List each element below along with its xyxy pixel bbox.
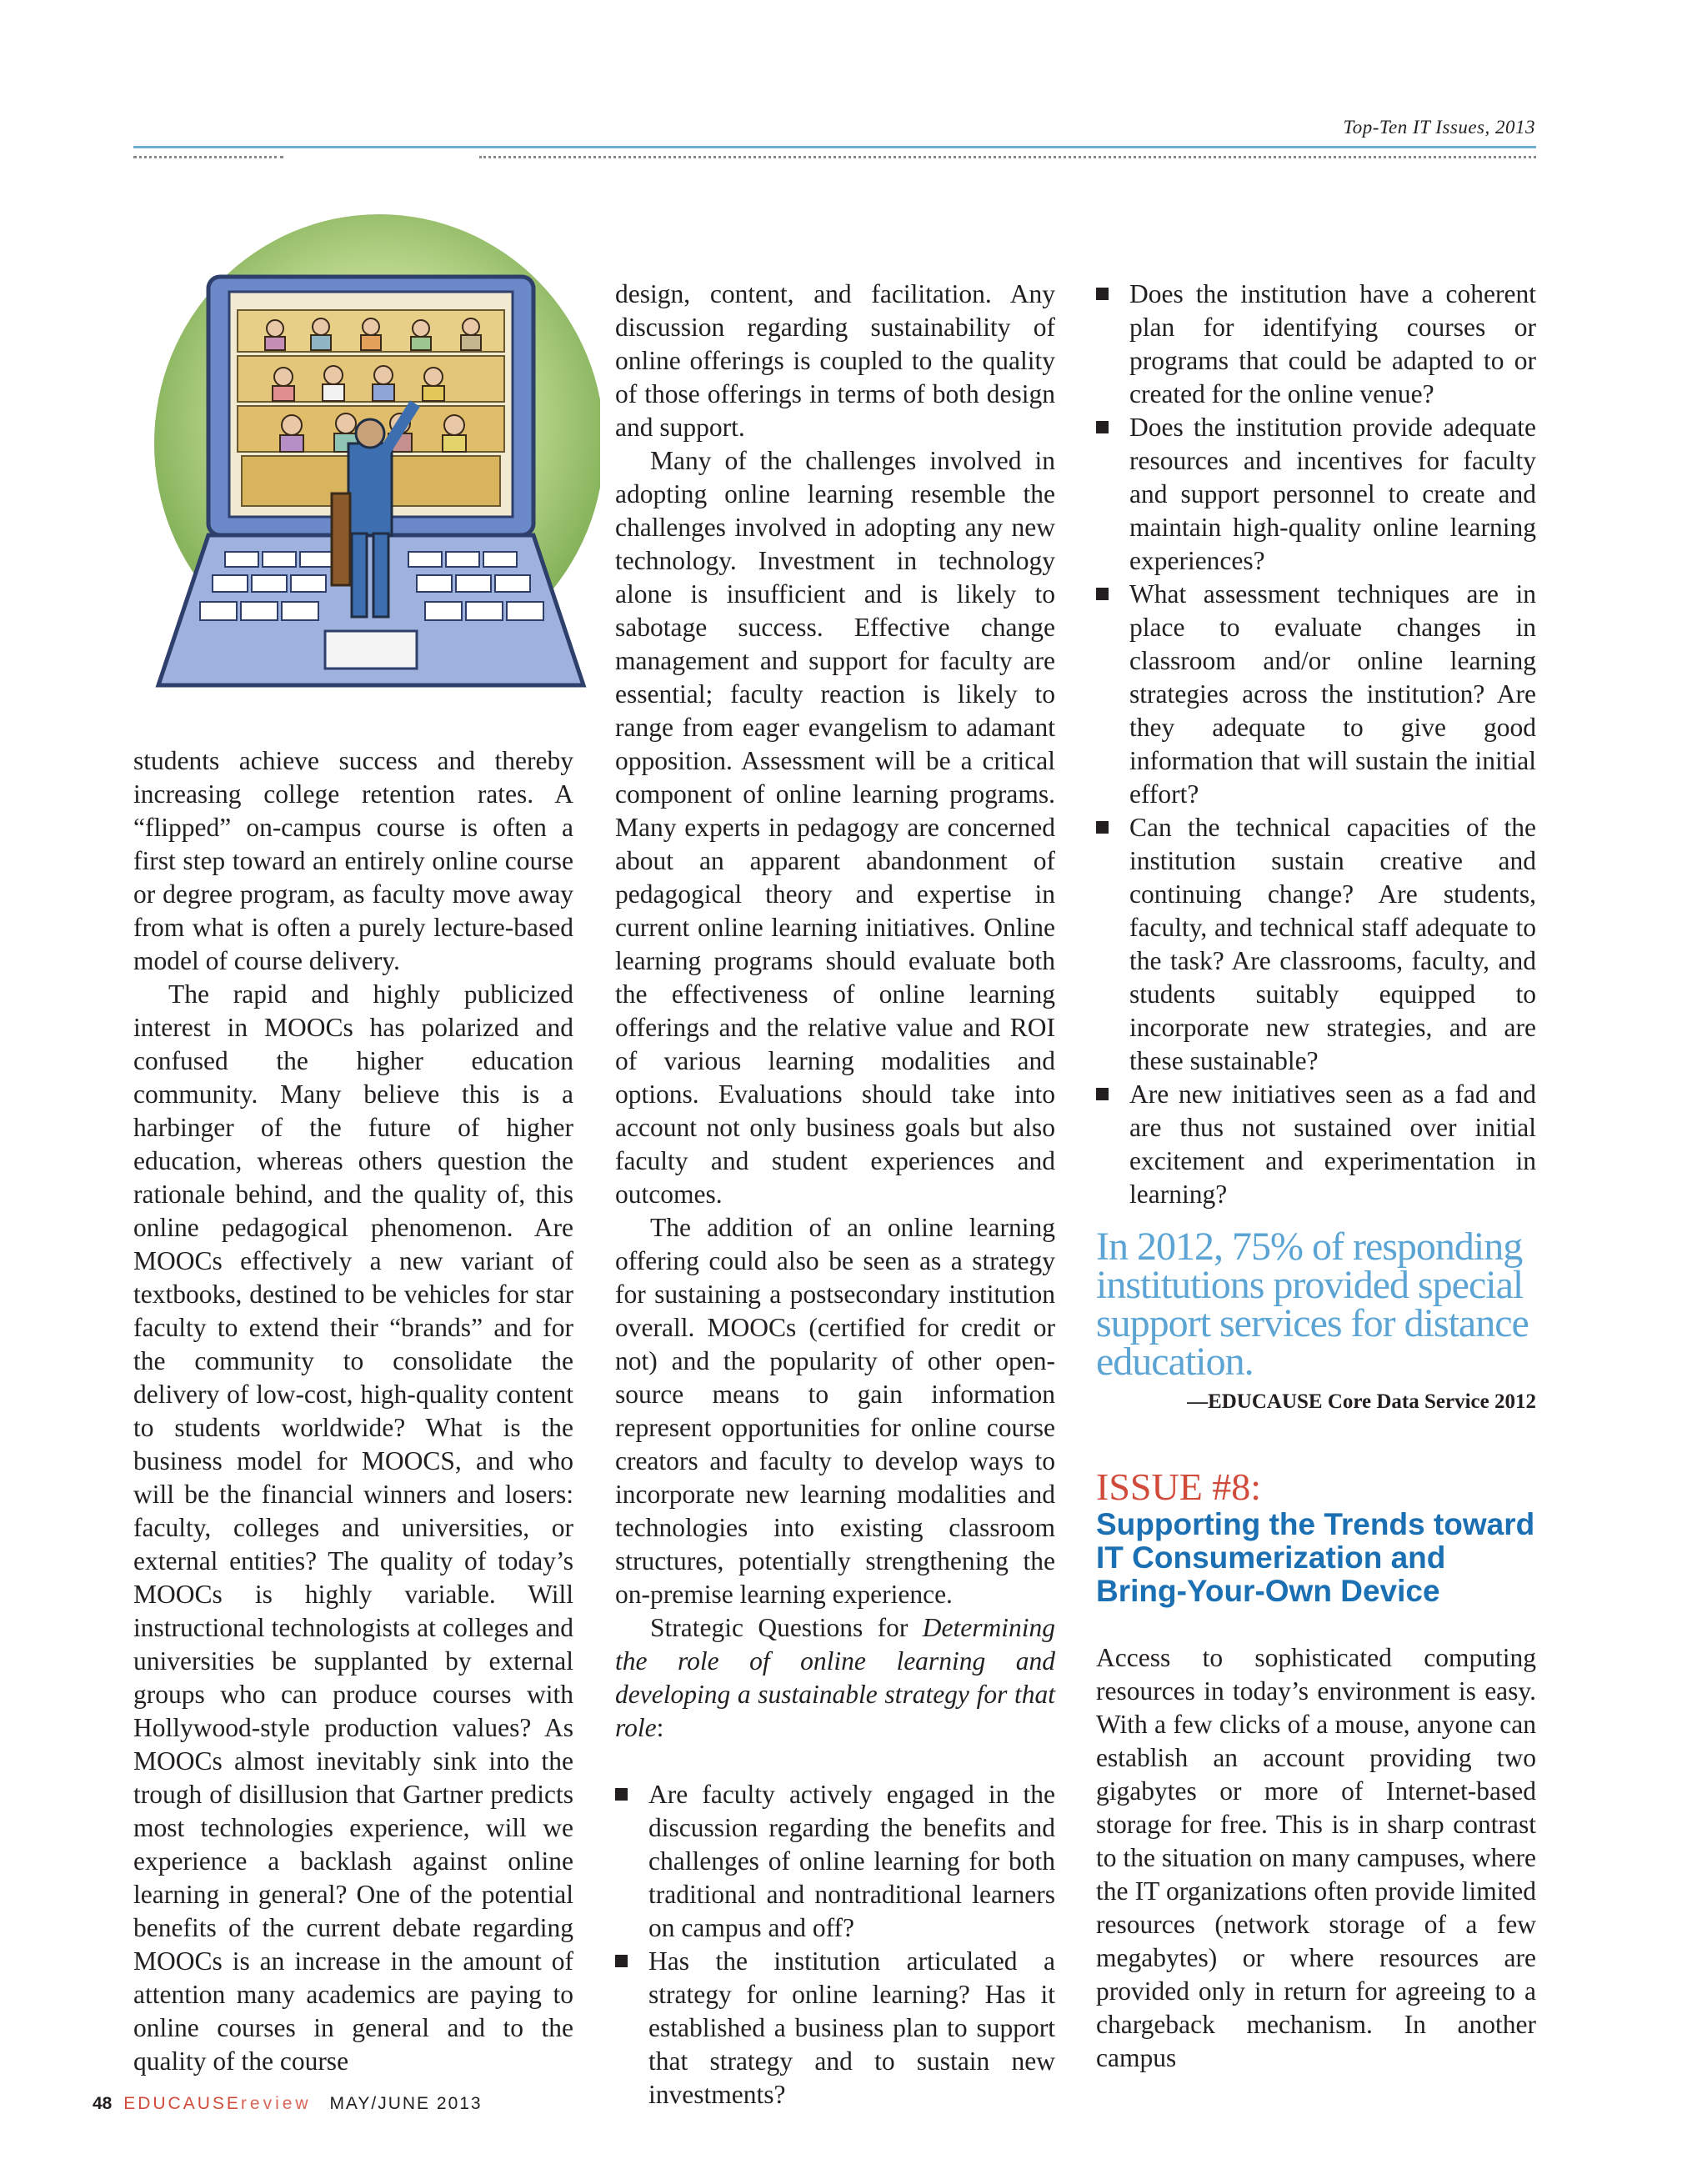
podium: [332, 493, 350, 585]
square-bullet-icon: [1096, 1088, 1109, 1100]
question-text: Has the institution articulated a strategy for online learning? Has it established a business plan to support that strategy and to sustain new investments?: [648, 1946, 1055, 2109]
square-bullet-icon: [1096, 421, 1109, 433]
col1-paragraph-1: students achieve success and thereby increasing college retention rates. A “flipped” on-campus course is often a first step toward an entirely online course or degree program, as faculty move away from what is often a purely lecture-based model of course delivery.: [133, 746, 573, 975]
question-text: Does the institution have a coherent plan for identifying courses or programs that could be adapted to or created for the online venue?: [1129, 279, 1536, 408]
column-2: [615, 278, 1055, 2111]
question-item: [1096, 1078, 1536, 1211]
page-number: 48: [93, 2094, 113, 2113]
col2-paragraph-3: The addition of an online learning offering could also be seen as a strategy for sustaining a postsecondary institution overall. MOOCs (certified for credit or not) and the popularity of other open-source means to gain information represent opportunities for online course creators and faculty to develop ways to incorporate new learning modalities and technologies into existing classroom structures, potentially strengthening the on-premise learning experience.: [615, 1213, 1055, 1609]
pull-quote-attribution: —EDUCAUSE Core Data Service 2012: [1187, 1390, 1536, 1413]
question-item: [1096, 278, 1536, 411]
issue-body: Access to sophisticated computing resources in today’s environment is easy. With a few clicks of a mouse, anyone can establish an account providing two gigabytes or more of Internet-based storage for free. This is in sharp contrast to the situation on many campuses, where the IT organizations often provide limited resources (network storage of a few megabytes) or where resources are provided only in return for agreeing to a chargeback mechanism. In another campus: [1096, 1643, 1536, 2072]
magazine-brand-suffix: review: [240, 2094, 312, 2113]
magazine-brand: EDUCAUSE: [123, 2094, 241, 2113]
strategic-questions-intro: [615, 1611, 1055, 1745]
strategic-colon: :: [656, 1713, 664, 1742]
trackpad: [325, 631, 417, 669]
running-head: Top-Ten IT Issues, 2013: [1343, 117, 1535, 138]
square-bullet-icon: [1096, 288, 1109, 300]
column-3: [1096, 278, 1536, 2075]
question-text: Can the technical capacities of the institution sustain creative and continuing change? Are students, faculty, and technical staff adequate to the task? Are classrooms, faculty, and students suitably equipped to incorporate new strategies, and are these sustainable?: [1129, 813, 1536, 1075]
question-item: [615, 1778, 1055, 1945]
col2-paragraph-2: Many of the challenges involved in adopting online learning resemble the challenges involved in adopting any new technology. Investment in technology alone is insufficient and is likely to sabotage success. Effective change management and support for faculty are essential; faculty reaction is likely to range from eager evangelism to adamant opposition. Assessment will be a critical component of online learning programs. Many experts in pedagogy are concerned about an apparent abandonment of pedagogical theory and expertise in current online learning initiatives. Online learning programs should evaluate both the effectiveness of online learning offerings and the relative value and ROI of various learning modalities and options. Evaluations should take into account not only business goals but also faculty and student experiences and outcomes.: [615, 446, 1055, 1209]
pull-quote: In 2012, 75% of responding institutions provided special support services for distance education.: [1096, 1225, 1529, 1384]
strategic-lead: Strategic Questions for: [650, 1613, 923, 1642]
question-text: Are faculty actively engaged in the discussion regarding the benefits and challenges of online learning for both traditional and nontraditional learners on campus and off?: [648, 1780, 1055, 1942]
question-item: [1096, 811, 1536, 1078]
question-text: Does the institution provide adequate resources and incentives for faculty and support personnel to create and maintain high-quality online learning experiences?: [1129, 413, 1536, 575]
question-text: Are new initiatives seen as a fad and are thus not sustained over initial excitement and experimentation in learning?: [1129, 1079, 1536, 1209]
strategic-italic: Determining the role of online learning and developing a sustainable strategy for that role: [615, 1613, 1055, 1742]
page-footer: [93, 2094, 483, 2114]
strategic-questions-list-continued: [1096, 278, 1536, 1211]
issue-number: ISSUE #8:: [1096, 1465, 1262, 1508]
square-bullet-icon: [1096, 821, 1109, 834]
question-item: [615, 1945, 1055, 2111]
laptop-lecture-hall-illustration: [133, 193, 600, 727]
strategic-questions-list: [615, 1778, 1055, 2111]
header-dots-left: [133, 156, 283, 158]
column-1: [133, 744, 573, 2078]
question-text: What assessment techniques are in place to evaluate changes in classroom and/or online learning strategies across the institution? Are they adequate to give good information that will sustain the initial effort?: [1129, 579, 1536, 809]
header-rule: [133, 146, 1536, 148]
square-bullet-icon: [1096, 588, 1109, 600]
issue-title: Supporting the Trends toward IT Consumerization and Bring-Your-Own Device: [1096, 1507, 1535, 1608]
col2-paragraph-1: design, content, and facilitation. Any discussion regarding sustainability of online offerings is coupled to the quality of those offerings in terms of both design and support.: [615, 279, 1055, 442]
question-item: [1096, 411, 1536, 578]
col1-paragraph-2: The rapid and highly publicized interest in MOOCs has polarized and confused the higher education community. Many believe this is a harbinger of the future of higher education, whereas others question the rationale behind, and the quality of, this online pedagogical phenomenon. Are MOOCs effectively a new variant of textbooks, destined to be vehicles for star faculty to extend their “brands” and for the community to consolidate the delivery of low-cost, high-quality content to students worldwide? What is the business model for MOOCS, and who will be the financial winners and losers: faculty, colleges and universities, or external entities? The quality of today’s MOOCs is highly variable. Will instructional technologists at colleges and universities be supplanted by external groups who can produce courses with Hollywood-style production values? As MOOCs almost inevitably sink into the trough of disillusion that Gartner predicts most technologies experience, will we experience a backlash against online learning in general? One of the potential benefits of the current debate regarding MOOCs is an increase in the amount of attention many academics are paying to online courses in general and to the quality of the course: [133, 979, 573, 2076]
issue-date: MAY/JUNE 2013: [329, 2094, 483, 2113]
square-bullet-icon: [615, 1955, 628, 1967]
square-bullet-icon: [615, 1788, 628, 1801]
header-dots-right: [479, 156, 1536, 158]
question-item: [1096, 578, 1536, 811]
